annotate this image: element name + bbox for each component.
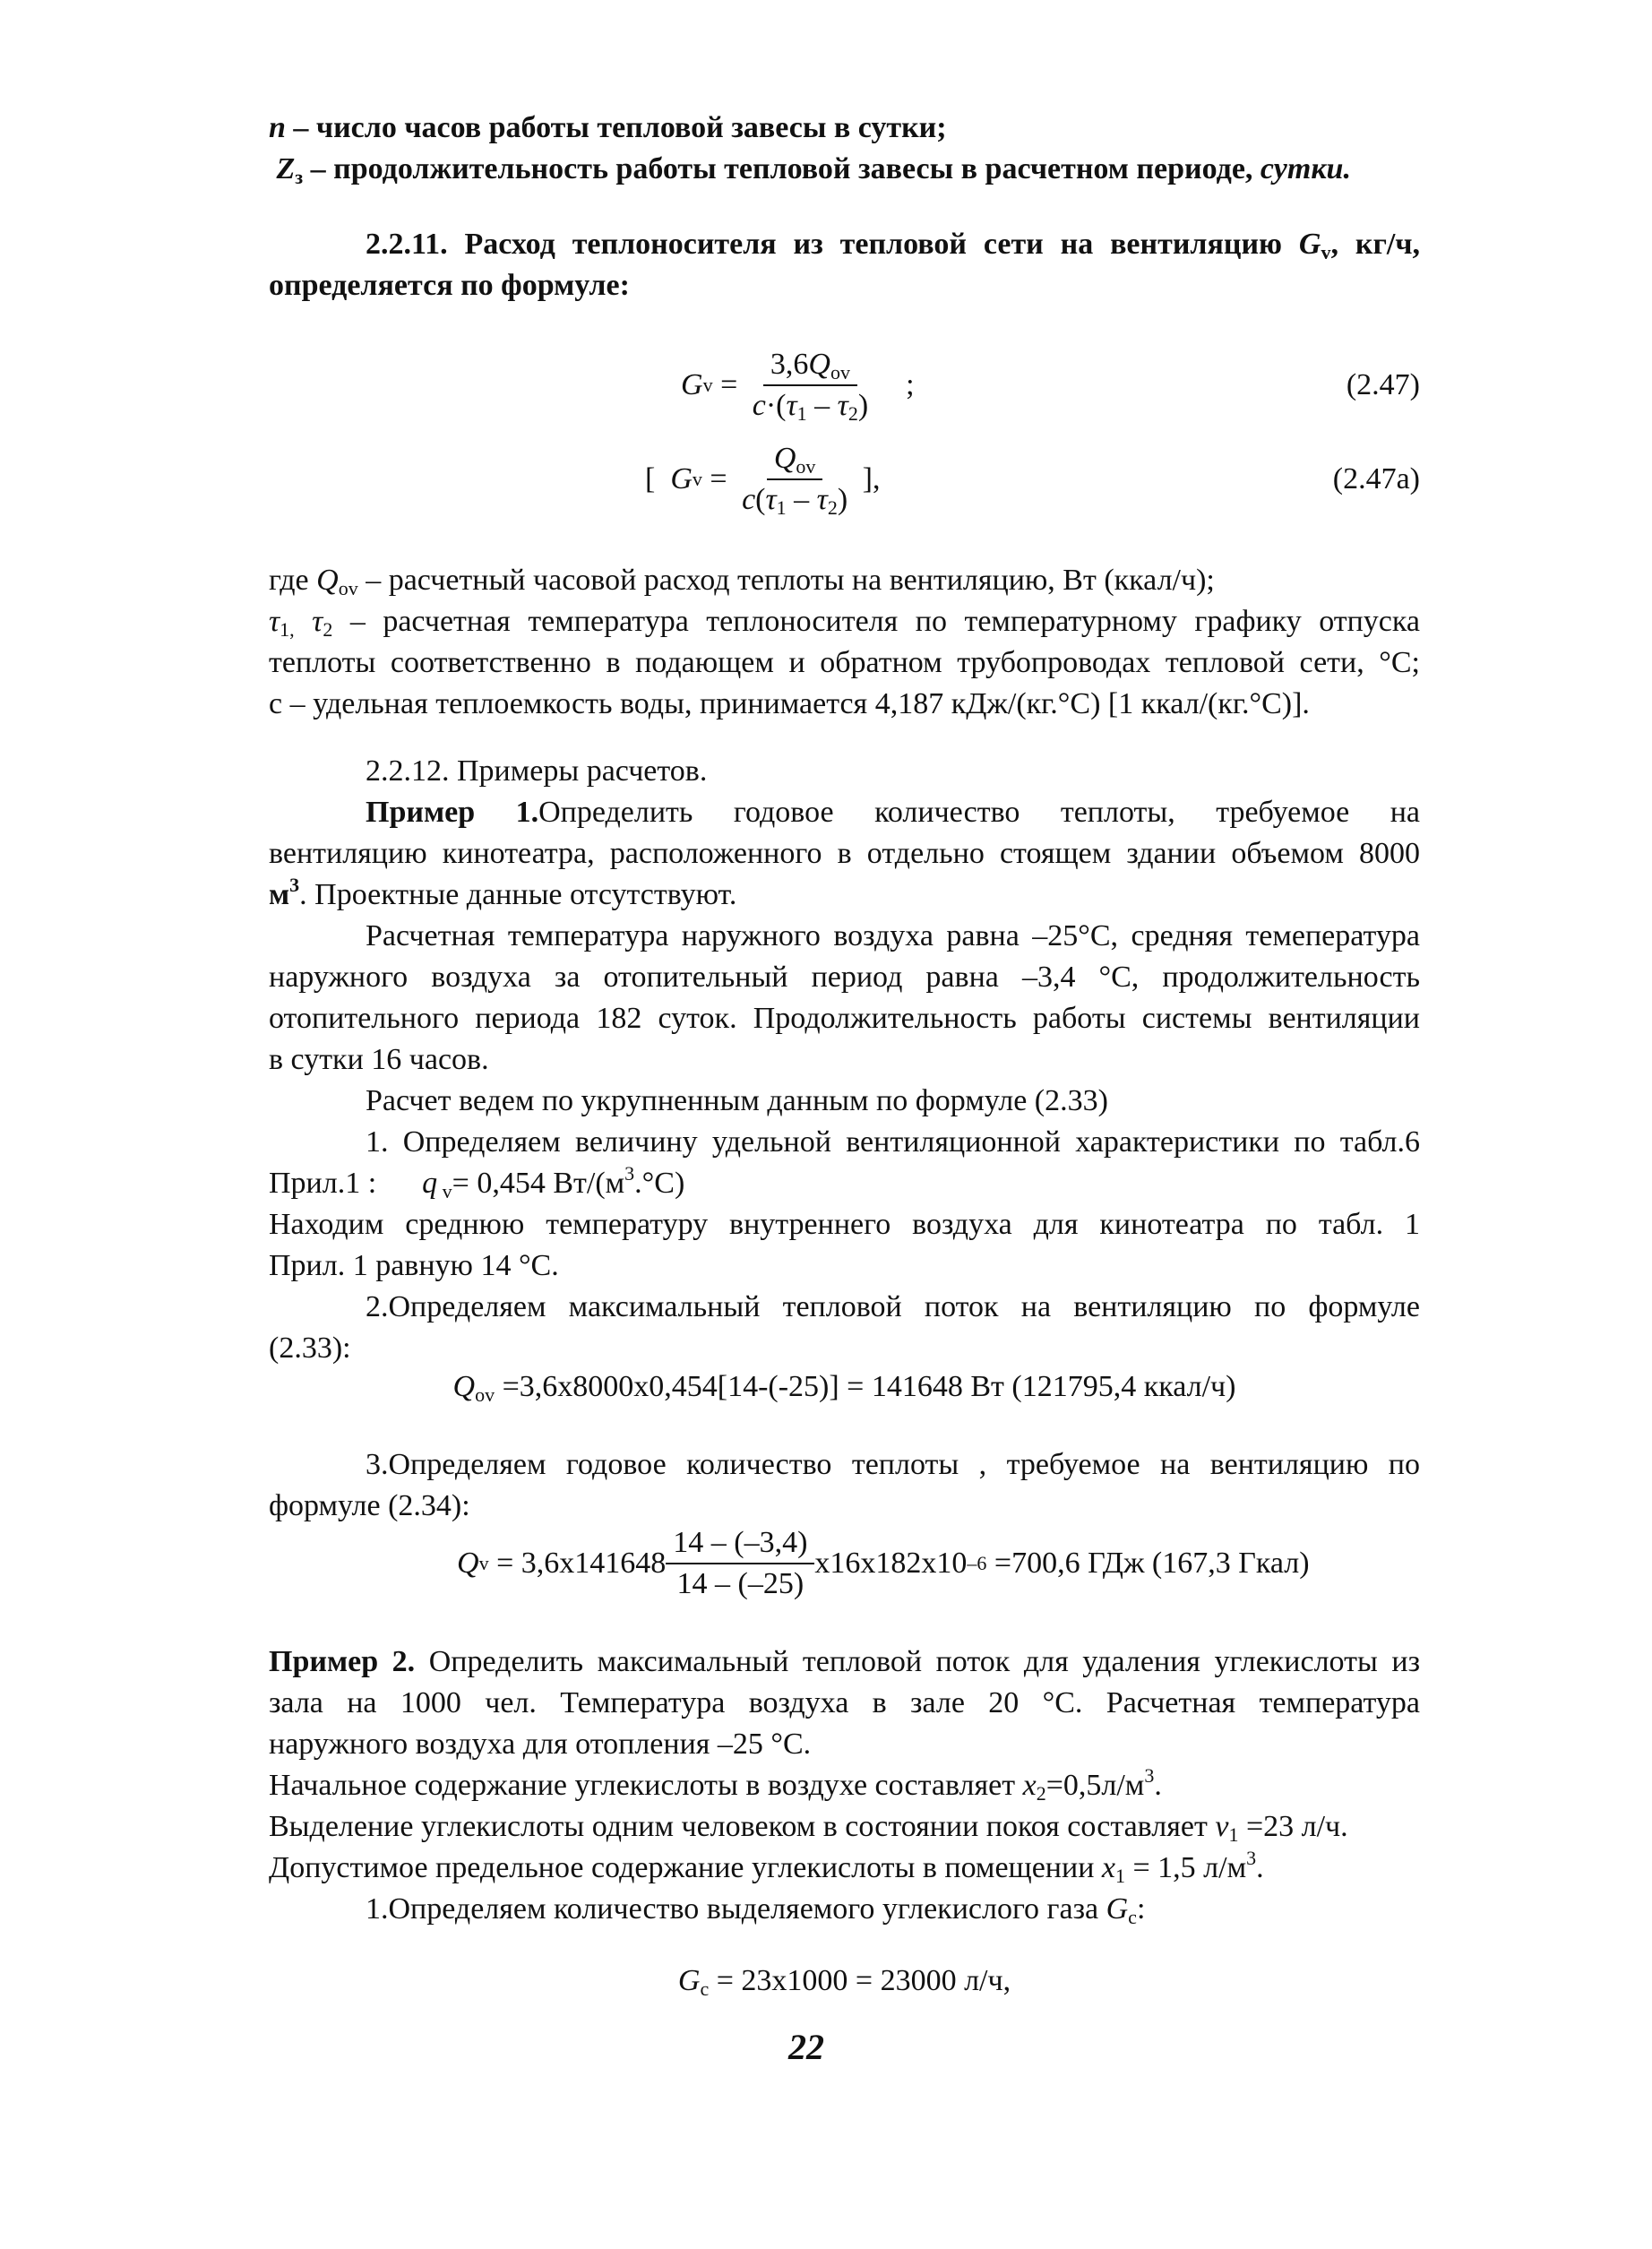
equation-qv: Q v = 3,6х141648 14 – (–3,4) 14 – (–25) х16х182х10 –6 =700,6 ГДж (167,3 Гкал) bbox=[269, 1519, 1420, 1608]
example1-line1: Пример 1.Определить годовое количество теплоты, требуемое на bbox=[366, 796, 1420, 829]
example2-line6: Допустимое предельное содержание углекислоты в помещении $x_1 = 1,5$ $л/м^3$. bbox=[269, 1847, 1264, 1887]
c-def-line: с – удельная теплоемкость воды, принимается 4,187 кДж/(кг.°С) [1 ккал/(кг.°С)]. bbox=[269, 687, 1310, 720]
definitions-top bbox=[269, 108, 1420, 190]
equation-qov: $Q_{ov} =3,6х8000х0,454[14-(-25)] = 141648$ Вт (121795,4 ккал/ч) bbox=[452, 1370, 1236, 1406]
example2-line4: Начальное содержание углекислоты в воздухе составляет $x_2=0,5л/м^3$. bbox=[269, 1764, 1162, 1805]
example2 bbox=[269, 1642, 1420, 1930]
where-block bbox=[269, 560, 1420, 725]
section-2-2-12 bbox=[269, 751, 1420, 1369]
para4-line1: 1. Определяем величину удельной вентиляционной характеристики по табл.6 bbox=[366, 1125, 1420, 1159]
example1-line3: $м^3$. Проектные данные отсутствуют. bbox=[269, 874, 737, 911]
n-definition: n – число часов работы тепловой завесы в сутки; bbox=[269, 111, 947, 144]
formula-2-47a bbox=[269, 430, 1420, 529]
para5-line2: Прил. 1 равную 14 °С. bbox=[269, 1249, 559, 1282]
example2-line5: Выделение углекислоты одним человеком в состоянии покоя составляет $v_1 =23$ л/ч. bbox=[269, 1810, 1348, 1846]
formula-2-47-expr: G v = $3,6Q_{ov}$ $c\cdot(\tau_1 - \tau_2)$ ; bbox=[681, 336, 915, 435]
where-q-line: где $Q_{ov}$ – расчетный часовой расход теплоты на вентиляцию, Вт (ккал/ч); bbox=[269, 564, 1215, 599]
formula-2-47 bbox=[269, 336, 1420, 435]
example2-line2: зала на 1000 чел. Температура воздуха в зале 20 °С. Расчетная температура bbox=[269, 1686, 1420, 1719]
para2-line1: Расчетная температура наружного воздуха равна –25°С, средняя темепература bbox=[366, 919, 1420, 952]
para7-line2: формуле (2.34): bbox=[269, 1489, 470, 1522]
formula-2-47a-expr: [ G v = $Q_{ov}$ $c(\tau_1 - \tau_2)$ ], bbox=[645, 430, 881, 529]
z-definition: $Z_з$ – продолжительность работы тепловой завесы в расчетном периоде, сутки. bbox=[276, 152, 1351, 188]
para3: Расчет ведем по укрупненным данным по формуле (2.33) bbox=[366, 1084, 1108, 1117]
para7-line1: 3.Определяем годовое количество теплоты , требуемое на вентиляцию по bbox=[366, 1448, 1420, 1481]
example1-line2: вентиляцию кинотеатра, расположенного в отдельно стоящем здании объемом 8000 bbox=[269, 837, 1420, 870]
tau-def-line2: теплоты соответственно в подающем и обратном трубопроводах тепловой сети, °С; bbox=[269, 646, 1420, 679]
para4-line2: Прил.1 : q $_v$= 0,454 $Вт/(м^3.^\circ С)$ bbox=[269, 1162, 685, 1202]
para7 bbox=[269, 1444, 1420, 1527]
formula-2-47a-number: (2.47а) bbox=[1332, 462, 1420, 495]
para2-line3: отопительного периода 182 суток. Продолжительность работы системы вентиляции bbox=[269, 1002, 1420, 1035]
tau-def-line1: $\tau_{1,}$ $\tau_2$ – расчетная температура теплоносителя по температурному графику отпуска bbox=[269, 605, 1420, 641]
section-2-2-11-line2: определяется по формуле: bbox=[269, 269, 630, 302]
para2-line2: наружного воздуха за отопительный период равна –3,4 °С, продолжительность bbox=[269, 961, 1420, 994]
section-2-2-11-line1: 2.2.11. Расход теплоносителя из тепловой сети на вентиляцию $G_v$, кг/ч, bbox=[366, 228, 1421, 263]
formula-2-47-number: (2.47) bbox=[1346, 368, 1420, 401]
para6-line1: 2.Определяем максимальный тепловой поток на вентиляцию по формуле bbox=[366, 1290, 1420, 1323]
para5-line1: Находим среднюю температуру внутреннего воздуха для кинотеатра по табл. 1 bbox=[269, 1208, 1420, 1241]
section-2-2-11 bbox=[269, 224, 1420, 306]
example2-line7: 1.Определяем количество выделяемого углекислого газа $G_c$: bbox=[366, 1892, 1146, 1928]
equation-gc: $G_c = 23х1000 = 23000$ л/ч, bbox=[677, 1964, 1011, 2000]
page-number: 22 bbox=[788, 2027, 824, 2067]
section-2-2-12-title: 2.2.12. Примеры расчетов. bbox=[366, 754, 708, 788]
example2-line1: Пример 2. Определить максимальный тепловой поток для удаления углекислоты из bbox=[269, 1645, 1421, 1678]
example2-line3: наружного воздуха для отопления –25 °С. bbox=[269, 1728, 812, 1761]
para2-line4: в сутки 16 часов. bbox=[269, 1043, 489, 1076]
para6-line2: (2.33): bbox=[269, 1331, 351, 1365]
